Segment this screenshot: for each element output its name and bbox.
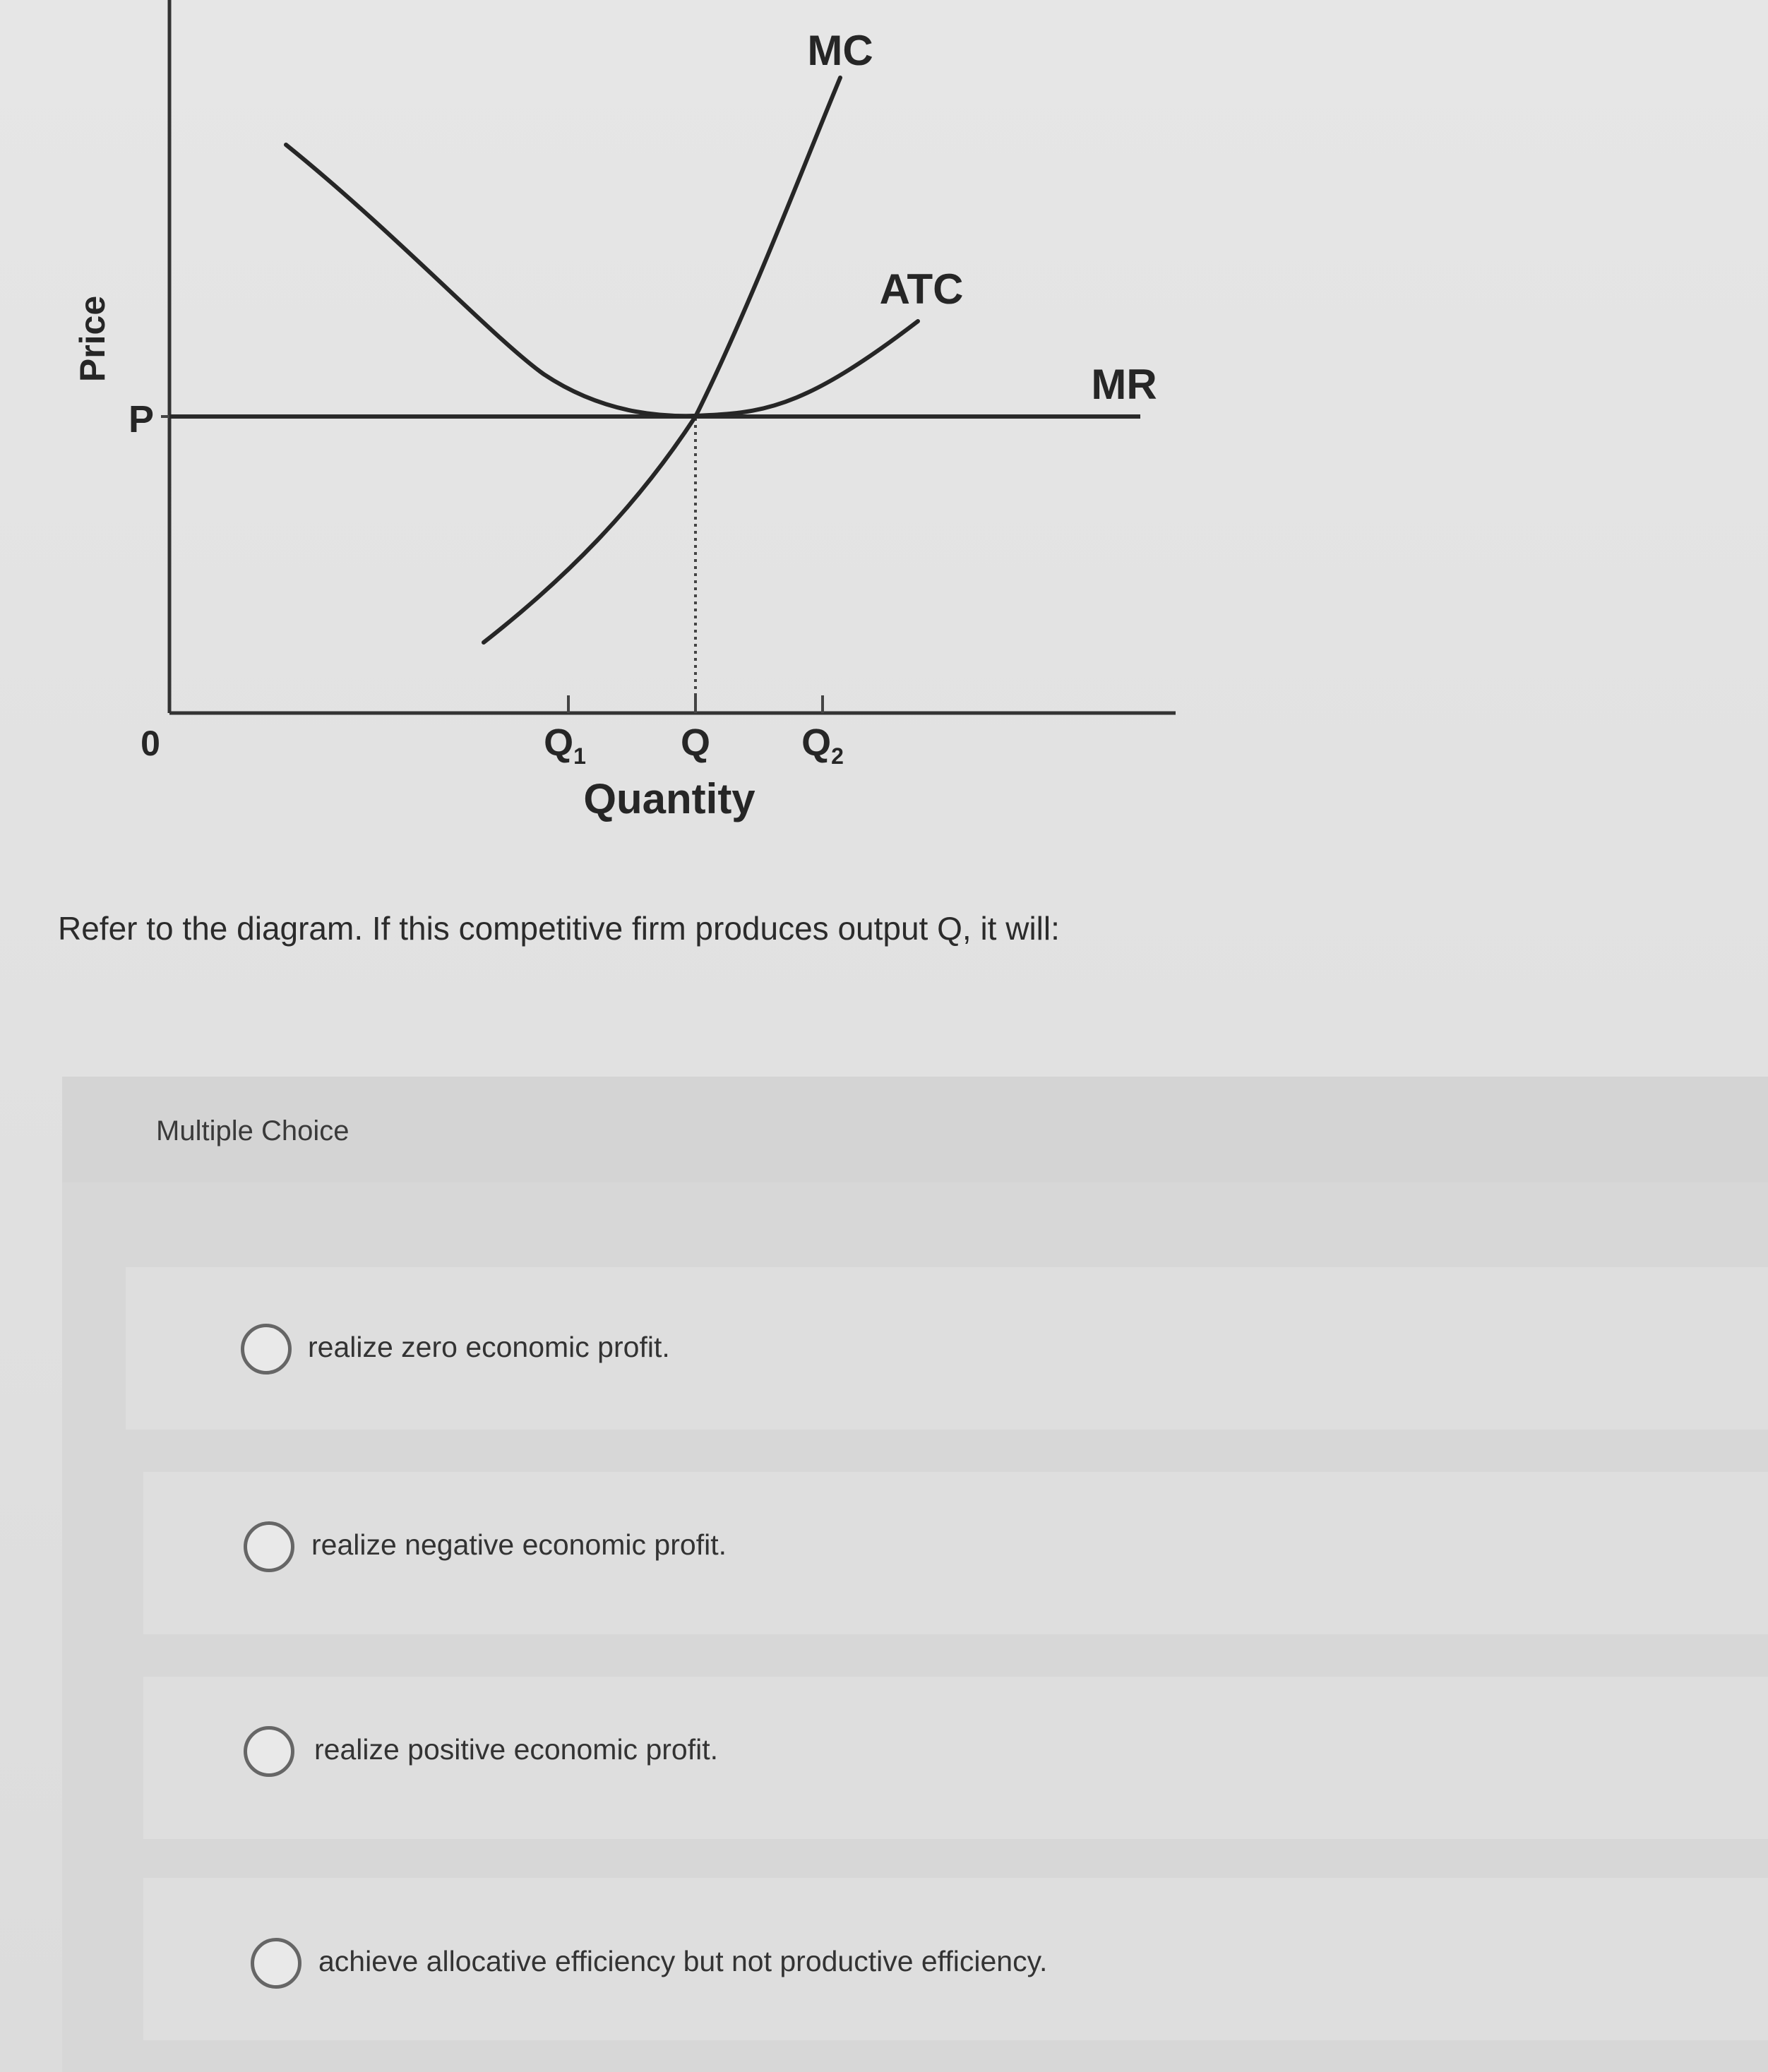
multiple-choice-panel [62,1077,1768,2072]
atc-label: ATC [879,265,964,313]
q1-tick-label: $Q_1$ [544,721,586,769]
multiple-choice-title: Multiple Choice [156,1115,350,1146]
origin-label: 0 [141,724,160,763]
y-axis-label: Price [73,295,112,383]
q2-tick-label: $Q_2$ [801,721,844,769]
multiple-choice-header [62,1077,1768,1182]
cost-curves-diagram [0,0,1236,861]
radio-button-icon[interactable] [251,1938,301,1989]
mc-label: MC [807,27,873,74]
q-tick-label: Q [680,721,711,764]
radio-button-icon[interactable] [244,1726,294,1777]
answer-option-3[interactable] [143,1677,1768,1839]
answer-option-2[interactable] [143,1472,1768,1634]
answer-option-1[interactable] [126,1267,1768,1430]
mc-curve [484,78,840,642]
answer-option-label: realize negative economic profit. [311,1528,727,1561]
mr-label: MR [1091,361,1157,408]
atc-curve [286,145,918,416]
answer-option-label: achieve allocative efficiency but not productive efficiency. [318,1945,1048,1977]
answer-option-label: realize zero economic profit. [308,1331,670,1363]
radio-button-icon[interactable] [244,1521,294,1572]
answer-option-label: realize positive economic profit. [314,1733,718,1766]
price-label: P [128,398,155,441]
answer-option-4[interactable] [143,1878,1768,2040]
question-text: Refer to the diagram. If this competitive firm produces output Q, it will: [58,910,1060,947]
radio-button-icon[interactable] [241,1324,292,1375]
x-axis-label: Quantity [583,775,755,822]
